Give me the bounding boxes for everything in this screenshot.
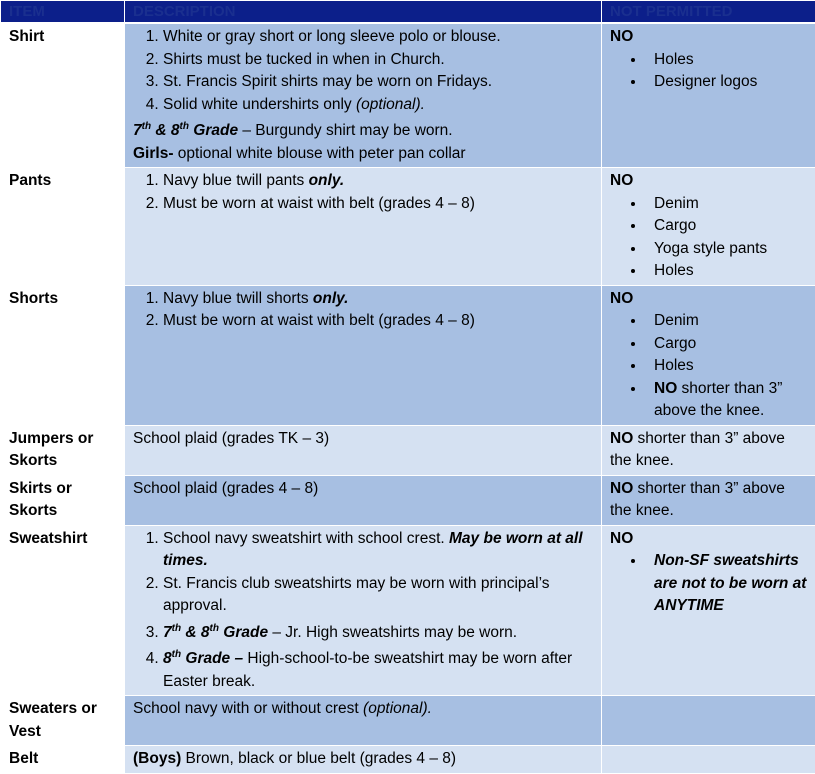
text: Navy blue twill shorts [163,290,313,307]
no-label: NO [610,528,809,551]
emphasis: only. [313,290,349,307]
text: School navy with or without crest [133,700,363,717]
grade-suffix: th [142,121,151,132]
list-item [163,94,595,117]
item-pants: Pants [1,168,125,286]
girls-label: Girls- [133,145,173,162]
desc-belt [125,746,602,774]
desc-sweaters [125,696,602,746]
list-item [163,528,595,573]
list-item: • Cargo [646,333,809,356]
item-skirts: Skirts or Skorts [1,475,125,525]
header-not-permitted: NOT PERMITTED [602,1,815,24]
optional-note: (optional). [356,96,425,113]
grade-suffix: th [172,649,181,660]
item-jumpers: Jumpers or Skorts [1,425,125,475]
list-item: • Denim [646,310,809,333]
row-belt [1,746,815,774]
list-item: • Holes [646,355,809,378]
text: shorter than 3” above the knee. [654,380,782,420]
list-item: • Cargo [646,215,809,238]
row-jumpers [1,425,815,475]
list-item: 2. St. Francis club sweatshirts may be worn with principal’s approval. [163,573,595,618]
list-item: • Designer logos [646,71,809,94]
list-item: 2. Must be worn at waist with belt (grades 4 – 8) [163,193,595,216]
text: School navy sweatshirt with school crest. [163,530,449,547]
np-shorts [602,285,815,425]
desc-skirts: School plaid (grades 4 – 8) [125,475,602,525]
grade-suffix: th [180,121,189,132]
grade-word: Grade – [181,650,243,667]
row-shorts [1,285,815,425]
item-shirt: Shirt [1,23,125,168]
no-label: NO [610,26,809,49]
text: Solid white undershirts only [163,96,356,113]
row-sweaters [1,696,815,746]
list-item [646,378,809,423]
list-item [163,288,595,311]
emphasis: only. [309,172,345,189]
list-item: • Denim [646,193,809,216]
header-item: ITEM [1,1,125,24]
text: shorter than 3” above the knee. [610,430,785,470]
item-sweatshirt: Sweatshirt [1,525,125,696]
np-sweatshirt [602,525,815,696]
text: Brown, black or blue belt (grades 4 – 8) [181,750,456,767]
item-shorts: Shorts [1,285,125,425]
np-jumpers [602,425,815,475]
text: – Jr. High sweatshirts may be worn. [268,624,517,641]
np-belt [602,746,815,774]
header-description: DESCRIPTION [125,1,602,24]
desc-shorts [125,285,602,425]
list-item: 2. Must be worn at waist with belt (grades 4 – 8) [163,310,595,333]
no-label: NO [654,380,677,397]
list-item [163,618,595,645]
grade-suffix: th [172,623,181,634]
np-shirt [602,23,815,168]
list-item: • Yoga style pants [646,238,809,261]
list-item: 3. St. Francis Spirit shirts may be worn on Fridays. [163,71,595,94]
no-label: NO [610,288,809,311]
grade-amp: & 8 [151,122,179,139]
desc-shirt [125,23,602,168]
list-item [163,170,595,193]
grade-word: Grade [189,122,238,139]
list-item: • Non-SF sweatshirts are not to be worn at ANYTIME [646,550,809,618]
grade-rest: – Burgundy shirt may be worn. [238,122,453,139]
grade-num: 7 [133,122,142,139]
row-skirts [1,475,815,525]
grade-word: Grade [219,624,268,641]
row-sweatshirt [1,525,815,696]
emphasis: May be worn at all times. [163,530,583,570]
grade-num: 7 [163,624,172,641]
item-sweaters: Sweaters or Vest [1,696,125,746]
desc-jumpers: School plaid (grades TK – 3) [125,425,602,475]
row-shirt [1,23,815,168]
np-sweaters [602,696,815,746]
list-item: 1. White or gray short or long sleeve polo or blouse. [163,26,595,49]
text: Navy blue twill pants [163,172,309,189]
row-pants [1,168,815,286]
grade-amp: & 8 [181,624,209,641]
girls-note [133,143,595,166]
desc-sweatshirt [125,525,602,696]
np-skirts [602,475,815,525]
list-item: 2. Shirts must be tucked in when in Church. [163,49,595,72]
header-row [1,1,815,24]
boys-label: (Boys) [133,750,181,767]
grade-num: 8 [163,650,172,667]
optional-note: (optional). [363,700,432,717]
text: shorter than 3” above the knee. [610,480,785,520]
desc-pants [125,168,602,286]
no-label: NO [610,430,633,447]
grade-suffix: th [210,623,219,634]
girls-rest: optional white blouse with peter pan collar [173,145,465,162]
list-item: • Holes [646,260,809,283]
grade-note [133,116,595,143]
no-label: NO [610,480,633,497]
list-item: • Holes [646,49,809,72]
no-label: NO [610,170,809,193]
text: High-school-to-be sweatshirt may be worn after Easter break. [163,650,572,690]
item-belt: Belt [1,746,125,774]
np-pants [602,168,815,286]
list-item [163,644,595,693]
